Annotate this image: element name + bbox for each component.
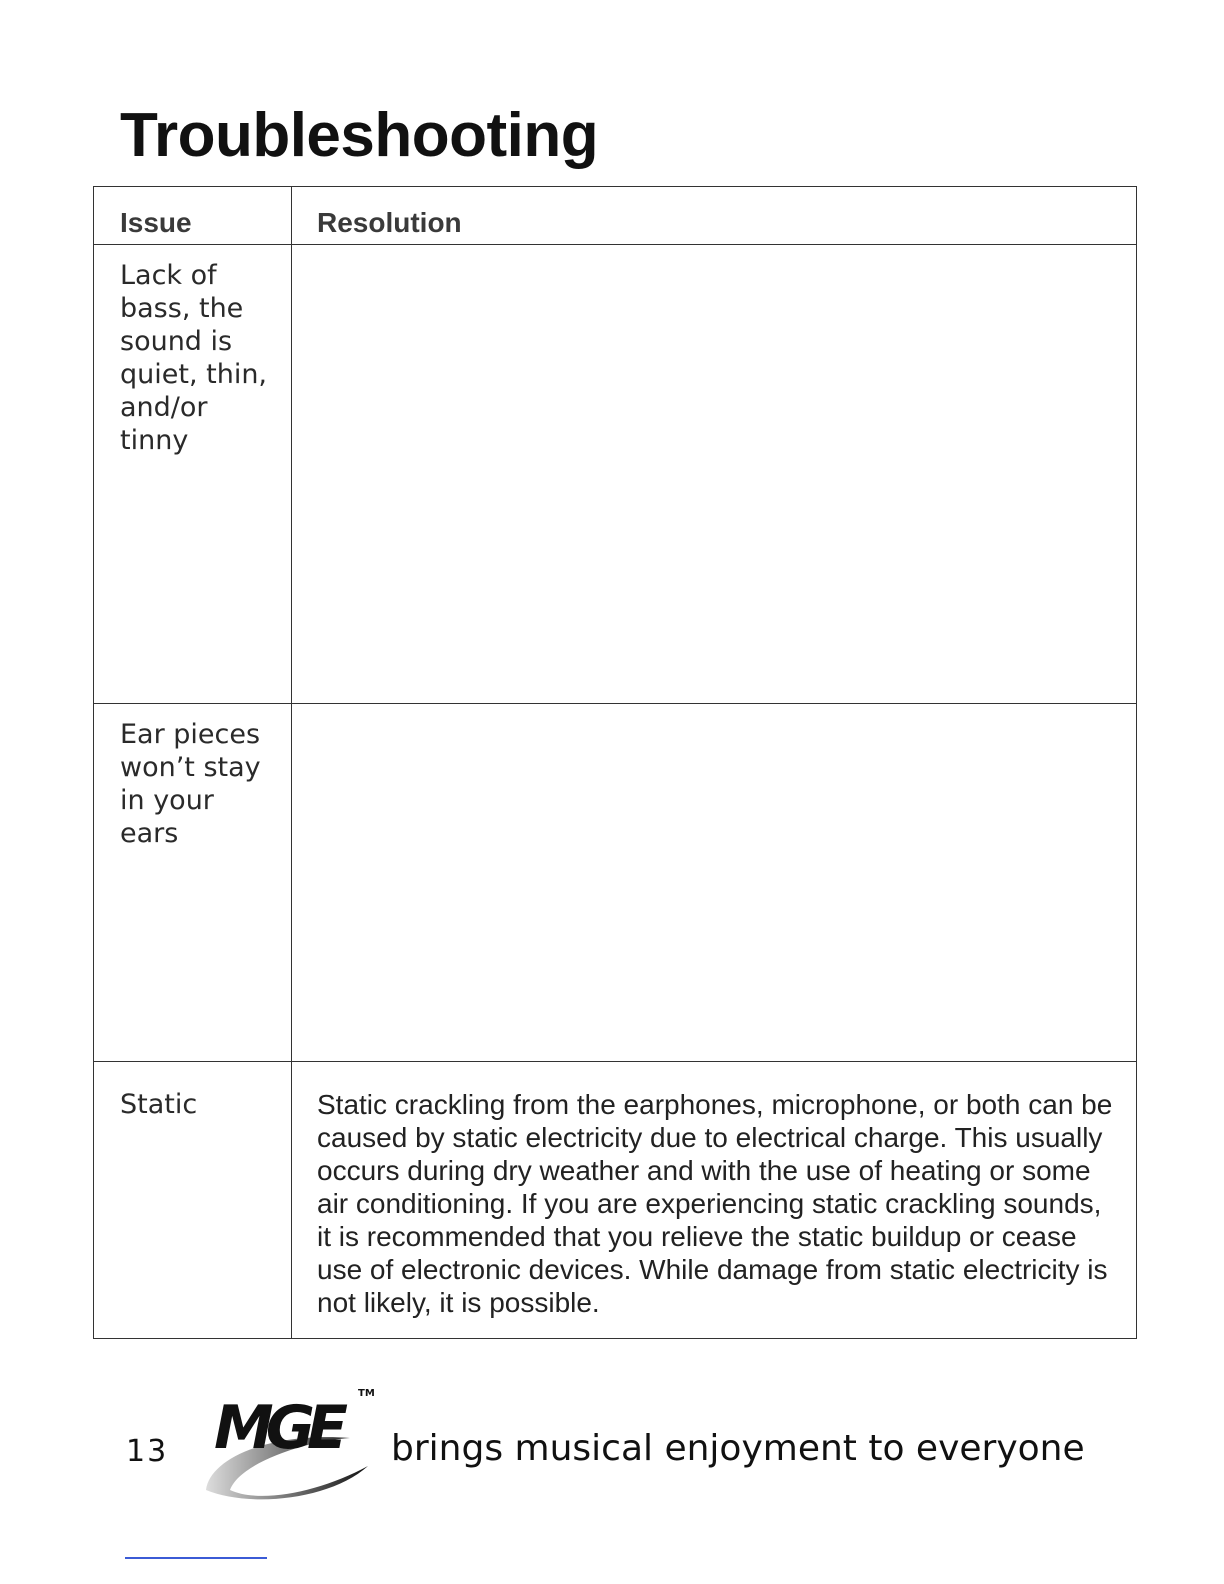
table-header-row <box>94 187 1137 245</box>
table-row <box>94 704 1137 1062</box>
issue-text: Static <box>120 1089 198 1120</box>
issue-text: Ear pieces won’t stay in your ears <box>120 719 261 849</box>
resolution-cell: Static crackling from the earphones, microphone, or both can be caused by static electricity due to electrical charge. This usually occurs during dry weather and with the use of heating or some air conditioning. If you are experiencing static crackling sounds, it is recommended that you relieve the static buildup or cease use of electronic devices. While damage from static electricity is not likely, it is possible. <box>292 1062 1137 1339</box>
table-row <box>94 245 1137 704</box>
page-number: 13 <box>126 1434 169 1469</box>
issue-cell <box>94 704 292 1062</box>
resolution-column-header: Resolution <box>292 187 1137 245</box>
trademark-mark: TM <box>358 1388 375 1399</box>
mge-logo <box>200 1382 380 1502</box>
page-title: Troubleshooting <box>120 101 599 170</box>
bottom-rule <box>125 1557 267 1559</box>
issue-column-header: Issue <box>94 187 292 245</box>
troubleshooting-table <box>93 186 1137 1339</box>
footer-tagline: brings musical enjoyment to everyone <box>391 1428 1085 1469</box>
issue-cell <box>94 245 292 704</box>
resolution-cell <box>292 245 1137 704</box>
issue-cell <box>94 1062 292 1339</box>
issue-text: Lack of bass, the sound is quiet, thin, and/or tinny <box>120 260 268 456</box>
resolution-cell <box>292 704 1137 1062</box>
logo-letters: MGE <box>214 1393 340 1463</box>
table-row <box>94 1062 1137 1339</box>
